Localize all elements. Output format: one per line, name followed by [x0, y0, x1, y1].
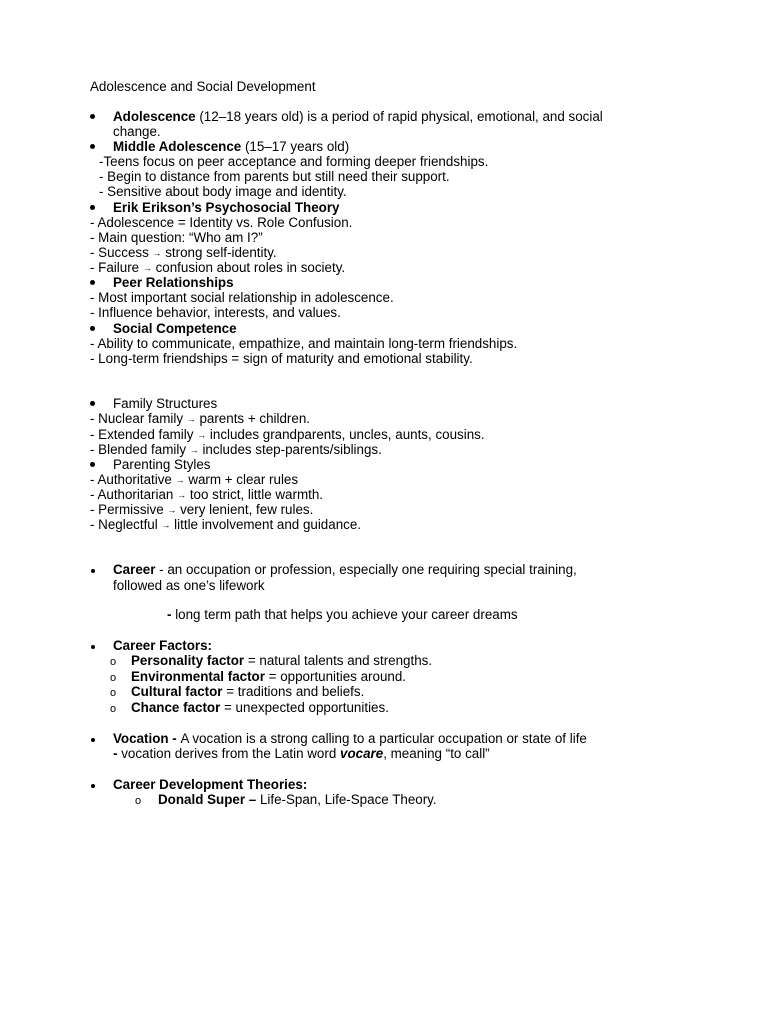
middle-point-1: -Teens focus on peer acceptance and forming deeper friendships. [99, 154, 489, 169]
factor-item: Personality factor = natural talents and strengths. [131, 653, 433, 668]
bullet-icon [91, 569, 95, 573]
middle-point-2: - Begin to distance from parents but still need their support. [99, 169, 450, 184]
bullet-icon [91, 784, 95, 788]
middle-adolescence-term: Middle Adolescence [113, 139, 242, 154]
peer-term: Peer Relationships [113, 275, 234, 290]
page-title: Adolescence and Social Development [90, 79, 316, 94]
parenting-point-3: - Permissive → very lenient, few rules. [90, 502, 314, 517]
latin-word: vocare [340, 746, 384, 761]
erikson-point-3: - Success → strong self-identity. [90, 245, 277, 260]
parenting-point-1: - Authoritative → warm + clear rules [90, 472, 299, 487]
adolescence-desc: (12–18 years old) is a period of rapid physical, emotional, and social [195, 109, 603, 124]
circle-bullet-icon: o [110, 703, 117, 715]
erikson-term: Erik Erikson’s Psychosocial Theory [113, 200, 340, 215]
career-sub: - long term path that helps you achieve your career dreams [167, 607, 518, 622]
social-term: Social Competence [113, 321, 237, 336]
vocation-line-1 [113, 731, 587, 747]
bullet-icon [90, 114, 95, 119]
erikson-point-4: - Failure → confusion about roles in society. [90, 260, 346, 275]
vocation-line-2: - vocation derives from the Latin word vocare, meaning “to call” [113, 746, 490, 761]
family-point-3: - Blended family → includes step-parents/siblings. [90, 442, 382, 457]
arrow-icon: → [175, 475, 185, 485]
factor-item: Cultural factor = traditions and beliefs. [131, 684, 365, 699]
bullet-icon [90, 401, 95, 406]
career-term: Career [113, 562, 156, 577]
social-heading [113, 321, 237, 337]
bullet-icon [90, 326, 95, 331]
adolescence-line-1 [113, 109, 603, 125]
circle-bullet-icon: o [110, 672, 117, 684]
peer-point-1: - Most important social relationship in adolescence. [90, 290, 394, 305]
career-theories-heading [113, 777, 307, 793]
arrow-icon: → [167, 505, 177, 515]
family-point-1: - Nuclear family → parents + children. [90, 411, 310, 426]
career-desc: - an occupation or profession, especially one requiring special training, [155, 562, 577, 577]
parenting-heading: Parenting Styles [113, 457, 211, 472]
middle-adolescence-heading [113, 139, 349, 155]
parenting-point-4: - Neglectful → little involvement and guidance. [90, 517, 362, 532]
middle-point-3: - Sensitive about body image and identity. [99, 184, 347, 199]
erikson-point-1: - Adolescence = Identity vs. Role Confusion. [90, 215, 353, 230]
arrow-icon: → [189, 445, 199, 455]
erikson-point-2: - Main question: “Who am I?” [90, 230, 263, 245]
social-point-2: - Long-term friendships = sign of maturity and emotional stability. [90, 351, 473, 366]
career-line-2: followed as one’s lifework [113, 578, 265, 593]
bullet-icon [91, 738, 95, 742]
career-factors-heading [113, 638, 212, 654]
family-heading: Family Structures [113, 396, 218, 411]
arrow-icon: → [177, 490, 187, 500]
parenting-point-2: - Authoritarian → too strict, little warmth. [90, 487, 324, 502]
theory-item: Donald Super – Life-Span, Life-Space Theory. [158, 792, 437, 807]
family-point-2: - Extended family → includes grandparents, uncles, aunts, cousins. [90, 427, 485, 442]
arrow-icon: → [152, 248, 162, 258]
arrow-icon: → [197, 430, 207, 440]
social-point-1: - Ability to communicate, empathize, and maintain long-term friendships. [90, 336, 518, 351]
arrow-icon: → [161, 520, 171, 530]
peer-point-2: - Influence behavior, interests, and values. [90, 305, 341, 320]
career-factors-term: Career Factors: [113, 638, 212, 653]
factor-item: Environmental factor = opportunities around. [131, 669, 407, 684]
bullet-icon [91, 645, 95, 649]
vocation-desc: A vocation is a strong calling to a particular occupation or state of life [180, 731, 587, 746]
career-theories-term: Career Development Theories: [113, 777, 308, 792]
arrow-icon: → [142, 263, 152, 273]
bullet-icon [90, 462, 95, 467]
bullet-icon [90, 205, 95, 210]
adolescence-term: Adolescence [113, 109, 196, 124]
factor-item: Chance factor = unexpected opportunities. [131, 700, 389, 715]
middle-adolescence-age: (15–17 years old) [241, 139, 350, 154]
circle-bullet-icon: o [135, 795, 142, 807]
erikson-heading [113, 200, 340, 216]
bullet-icon [90, 280, 95, 285]
arrow-icon: → [186, 414, 196, 424]
peer-heading [113, 275, 234, 291]
circle-bullet-icon: o [110, 687, 117, 699]
career-line-1 [113, 562, 577, 578]
vocation-term: Vocation - [113, 731, 181, 746]
adolescence-line-2: change. [113, 124, 161, 139]
bullet-icon [90, 144, 95, 149]
circle-bullet-icon: o [110, 656, 117, 668]
